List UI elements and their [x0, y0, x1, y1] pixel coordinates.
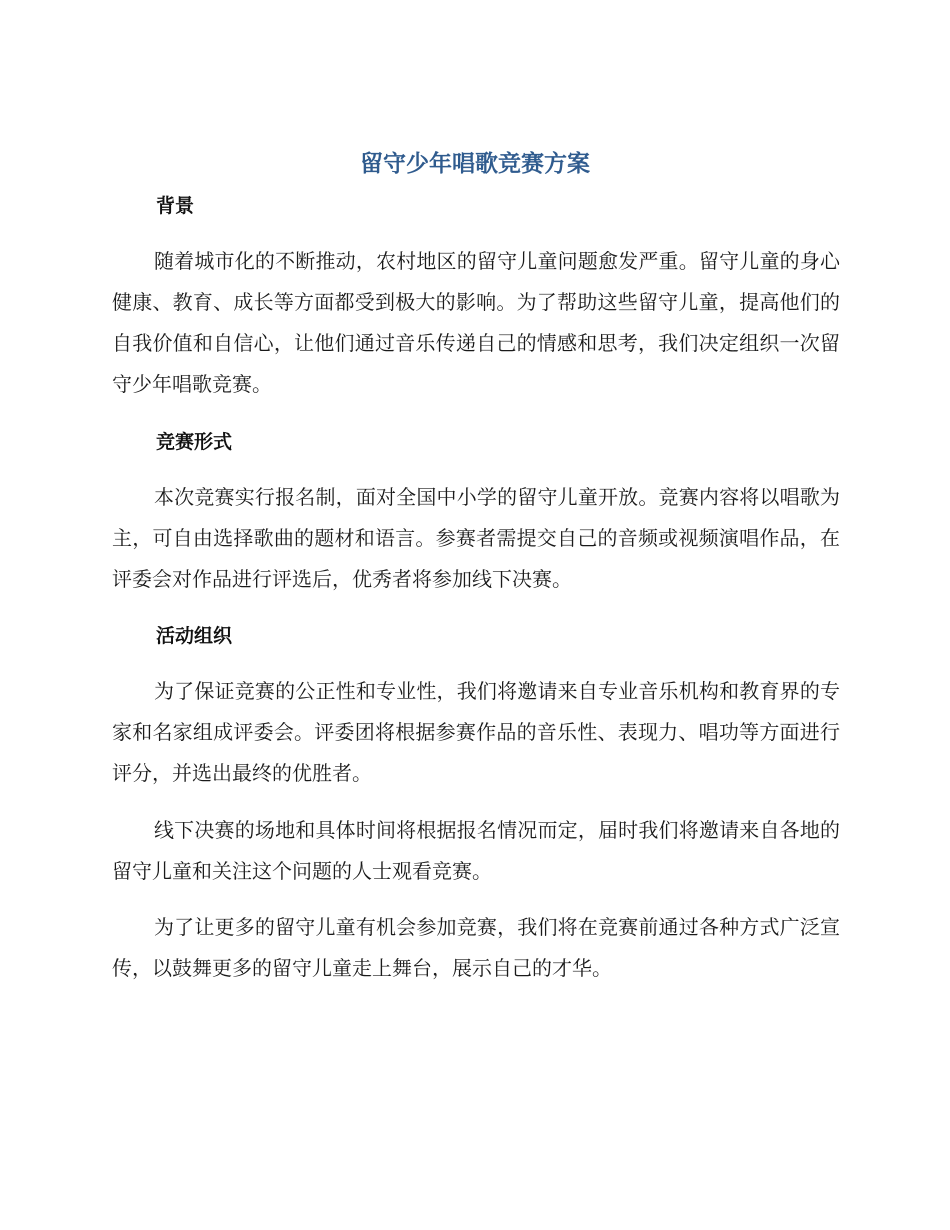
- section-heading-format: 竞赛形式: [156, 431, 233, 453]
- paragraph-format: 本次竞赛实行报名制，面对全国中小学的留守儿童开放。竞赛内容将以唱歌为主，可自由选择歌曲的题材和语言。参赛者需提交自己的音频或视频演唱作品，在评委会对作品进行评选后，优秀者将参加线下决赛。: [112, 485, 840, 591]
- paragraph-background: 随着城市化的不断推动，农村地区的留守儿童问题愈发严重。留守儿童的身心健康、教育、成长等方面都受到极大的影响。为了帮助这些留守儿童，提高他们的自我价值和自信心，让他们通过音乐传递自己的情感和思考，我们决定组织一次留守少年唱歌竞赛。: [112, 249, 840, 396]
- document-title: 留守少年唱歌竞赛方案: [360, 151, 590, 177]
- paragraph-organization-2: 线下决赛的场地和具体时间将根据报名情况而定，届时我们将邀请来自各地的留守儿童和关注这个问题的人士观看竞赛。: [112, 818, 840, 883]
- section-heading-background: 背景: [156, 195, 195, 217]
- paragraph-organization-1: 为了保证竞赛的公正性和专业性，我们将邀请来自专业音乐机构和教育界的专家和名家组成评委会。评委团将根据参赛作品的音乐性、表现力、唱功等方面进行评分，并选出最终的优胜者。: [112, 679, 840, 785]
- paragraph-organization-3: 为了让更多的留守儿童有机会参加竞赛，我们将在竞赛前通过各种方式广泛宣传，以鼓舞更多的留守儿童走上舞台，展示自己的才华。: [112, 915, 840, 980]
- section-heading-organization: 活动组织: [156, 625, 233, 647]
